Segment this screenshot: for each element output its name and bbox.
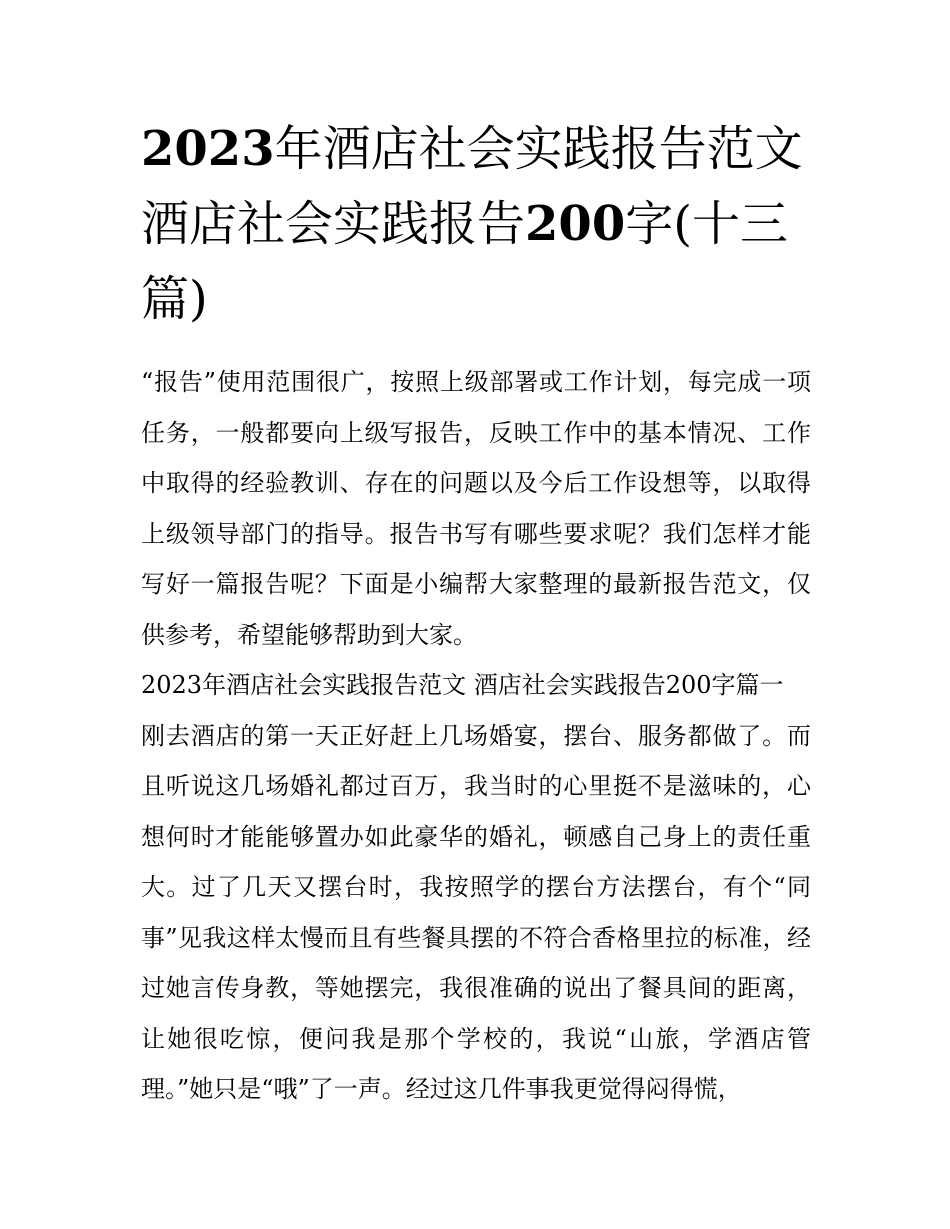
title-text-2: 字(十三篇) — [141, 196, 788, 327]
title-number: 200 — [525, 196, 626, 252]
intro-paragraph: “报告”使用范围很广，按照上级部署或工作计划，每完成一项任务，一般都要向上级写报告，反映工作中的基本情况、工作中取得的经验教训、存在的问题以及今后工作设想等，以取得上级领导部门的指导。报告书写有哪些要求呢？我们怎样才能写好一篇报告呢？下面是小编帮大家整理的最新报告范文，仅供参考，希望能够帮助到大家。 — [141, 368, 811, 649]
document-page — [141, 112, 811, 1115]
body-paragraph: 刚去酒店的第一天正好赶上几场婚宴，摆台、服务都做了。而且听说这几场婚礼都过百万，我当时的心里挺不是滋味的，心想何时才能能够置办如此豪华的婚礼，顿感自己身上的责任重大。过了几天又摆台时，我按照学的摆台方法摆台，有个“同事”见我这样太慢而且有些餐具摆的不符合香格里拉的标准，经过她言传身教，等她摆完，我很准确的说出了餐具间的距离，让她很吃惊，便问我是那个学校的，我说“山旅，学酒店管理。”她只是“哦”了一声。经过这几件事我更觉得闷得慌， — [141, 721, 811, 1103]
document-title — [141, 112, 811, 337]
section-heading: 2023年酒店社会实践报告范文 酒店社会实践报告200字篇一 — [141, 671, 784, 699]
title-year: 2023 — [141, 121, 275, 177]
title-text-1: 年酒店社会实践报告范文酒店社会实践报告 — [141, 121, 803, 252]
document-body — [141, 357, 811, 1115]
